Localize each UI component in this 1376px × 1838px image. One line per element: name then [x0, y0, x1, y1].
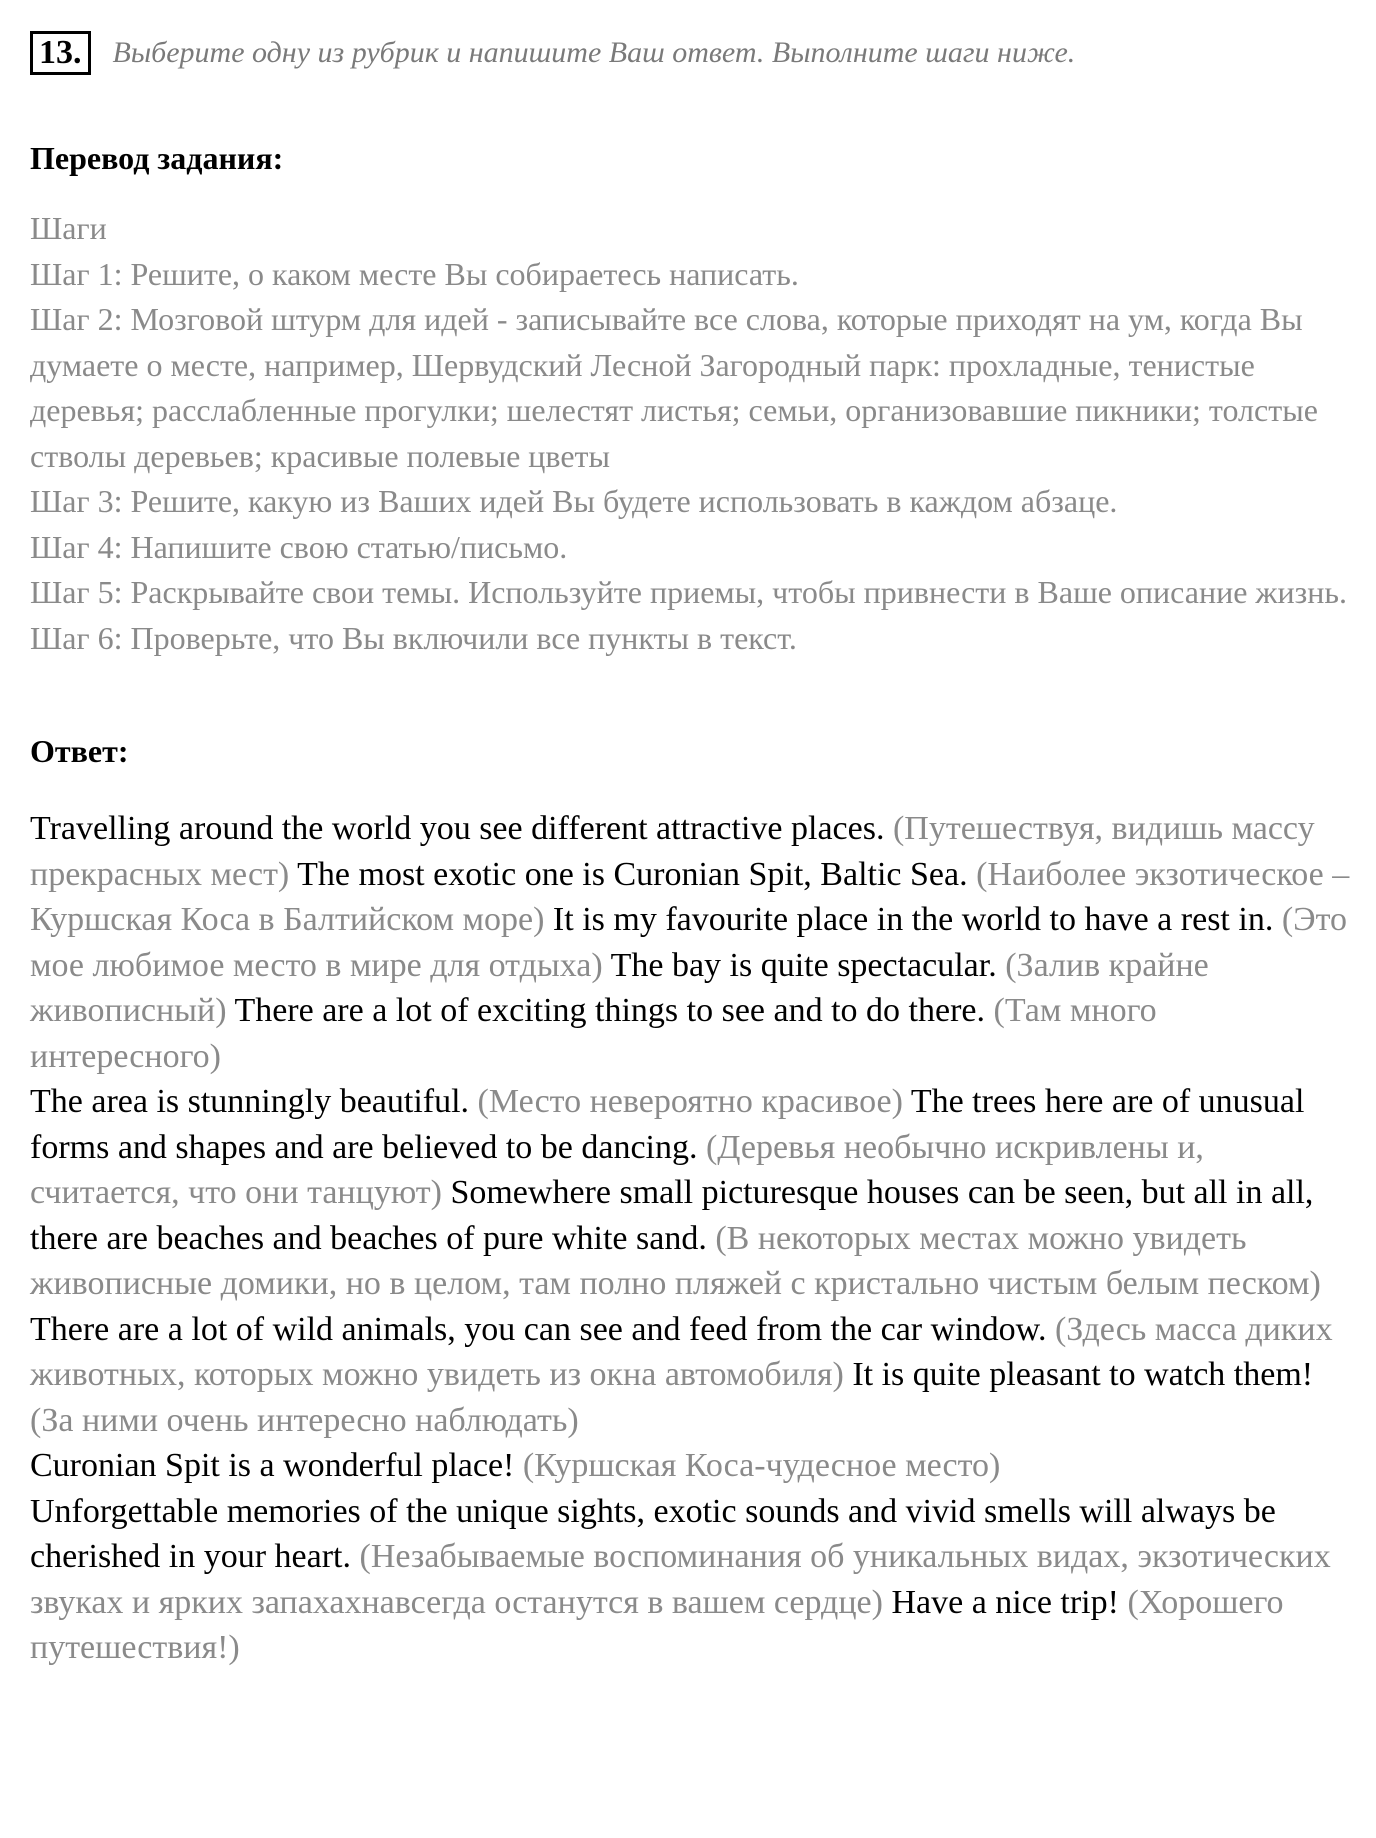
answer-paragraph	[30, 1307, 1350, 1444]
russian-translation: (Это мое любимое место в мире для отдыха)	[30, 901, 1348, 984]
russian-translation: (Наиболее экзотическое – Куршская Коса в Балтийском море)	[30, 855, 1350, 938]
english-sentence: It is quite pleasant to watch them!	[852, 1356, 1314, 1393]
step-item: Шаг 5: Раскрывайте свои темы. Используйте приемы, чтобы привнести в Ваше описание жизнь.	[30, 574, 1347, 610]
step-item: Шаг 2: Мозговой штурм для идей - записывайте все слова, которые приходят на ум, когда Вы думаете о месте, например, Шервудский Лесной Загородный парк: прохладные, тенистые деревья; расслабленные прогулки; шелестят листья; семьи, организовавшие пикники; толстые стволы деревьев; красивые полевые цветы	[30, 301, 1318, 474]
answer-paragraph	[30, 806, 1350, 1079]
english-sentence: There are a lot of exciting things to see and to do there.	[234, 992, 986, 1029]
step-heading: Шаги	[30, 210, 107, 246]
russian-translation: (Куршская Коса-чудесное место)	[522, 1447, 1001, 1484]
russian-translation: (Залив крайне живописный)	[30, 946, 1209, 1029]
russian-translation: (Там много интересного)	[30, 992, 1157, 1075]
english-sentence: There are a lot of wild animals, you can see and feed from the car window.	[30, 1310, 1047, 1348]
russian-translation: (Путешествуя, видишь массу прекрасных мест)	[30, 810, 1315, 893]
answer-paragraph	[30, 1079, 1350, 1307]
english-sentence: The area is stunningly beautiful.	[30, 1083, 470, 1120]
russian-translation: (Деревья необычно искривлены и, считается, что они танцуют)	[30, 1128, 1204, 1211]
step-item: Шаг 6: Проверьте, что Вы включили все пункты в текст.	[30, 619, 797, 656]
translation-title: Перевод задания:	[30, 140, 284, 176]
english-sentence: It is my favourite place in the world to have a rest in.	[552, 901, 1274, 938]
english-sentence: Somewhere small picturesque houses can be seen, but all in all, there are beaches and beaches of pure white sand.	[30, 1174, 1314, 1257]
russian-translation: (Незабываемые воспоминания об уникальных видах, экзотических звуках и ярких запахахнавсегда останутся в вашем сердце)	[30, 1538, 1331, 1621]
steps-list	[30, 206, 1350, 661]
russian-translation: (Здесь масса диких животных, которых можно увидеть из окна автомобиля)	[30, 1310, 1333, 1393]
russian-translation: (Хорошего путешествия!)	[30, 1583, 1284, 1666]
russian-translation: (В некоторых местах можно увидеть живописные домики, но в целом, там полно пляжей с кристально чистым белым песком)	[30, 1219, 1321, 1302]
russian-translation: (Место невероятно красивое)	[477, 1083, 903, 1120]
english-sentence: Unforgettable memories of the unique sights, exotic sounds and vivid smells will always be cherished in your heart.	[30, 1492, 1276, 1575]
step-item: Шаг 1: Решите, о каком месте Вы собираетесь написать.	[30, 255, 799, 292]
english-sentence: The most exotic one is Curonian Spit, Baltic Sea.	[297, 855, 968, 893]
task-number: 13.	[30, 31, 91, 75]
english-sentence: The bay is quite spectacular.	[610, 946, 997, 984]
english-sentence: Have a nice trip!	[891, 1583, 1119, 1621]
russian-translation: (За ними очень интересно наблюдать)	[30, 1401, 579, 1439]
step-item: Шаг 3: Решите, какую из Ваших идей Вы будете использовать в каждом абзаце.	[30, 483, 1118, 519]
task-header	[30, 28, 1350, 78]
page	[30, 28, 1350, 1671]
answer-paragraph	[30, 1443, 1350, 1489]
english-sentence: Travelling around the world you see different attractive places.	[30, 810, 885, 847]
english-sentence: The trees here are of unusual forms and shapes and are believed to be dancing.	[30, 1083, 1305, 1166]
answer-paragraph	[30, 1489, 1350, 1671]
step-item: Шаг 4: Напишите свою статью/письмо.	[30, 528, 568, 565]
answer-text	[30, 806, 1350, 1671]
task-instruction: Выберите одну из рубрик и напишите Ваш ответ. Выполните шаги ниже.	[112, 36, 1076, 69]
answer-title: Ответ:	[30, 733, 129, 769]
english-sentence: Curonian Spit is a wonderful place!	[30, 1447, 515, 1484]
